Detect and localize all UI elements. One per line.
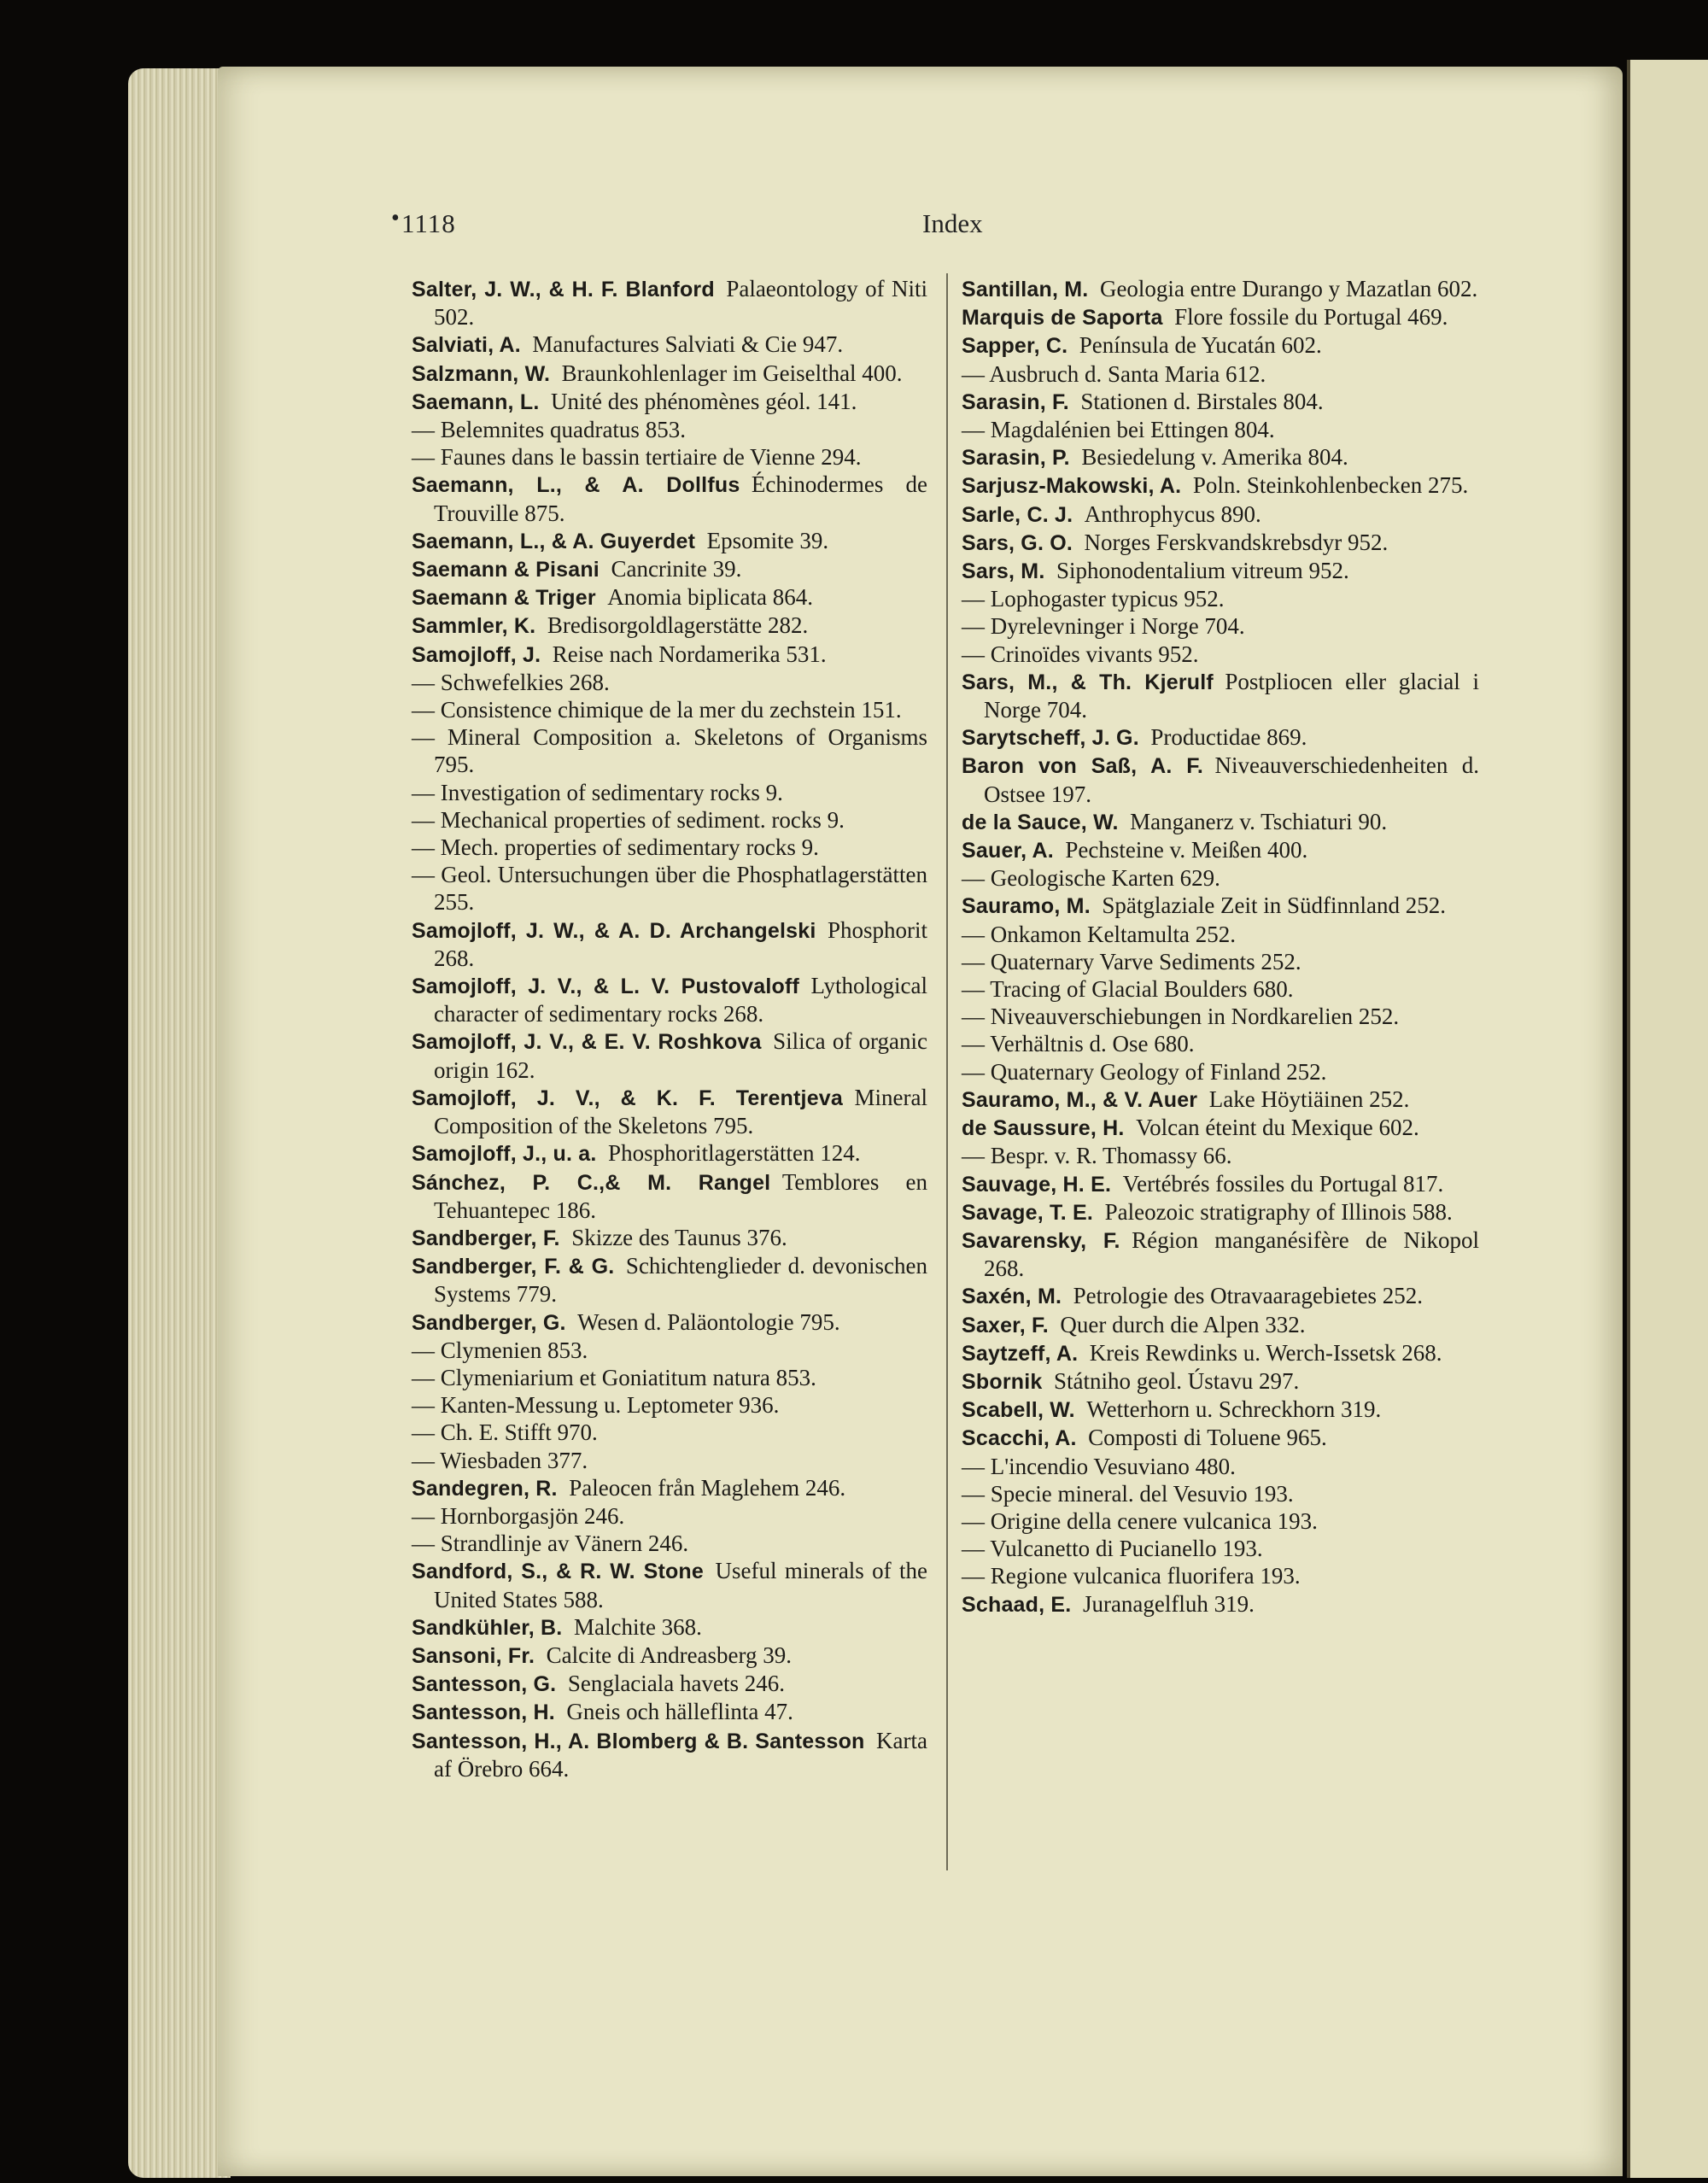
- index-entry: [412, 1084, 927, 1139]
- index-entry: [412, 471, 927, 526]
- entry-title: Senglaciala havets 246.: [567, 1671, 785, 1697]
- entry-author: Saemann & Triger: [412, 586, 596, 611]
- index-entry: [962, 808, 1479, 836]
- entry-title: Productidae 869.: [1150, 724, 1307, 751]
- entry-author: Samojloff, J., u. a.: [412, 1142, 597, 1167]
- index-entry: [962, 331, 1479, 360]
- entry-author: Salzmann, W.: [412, 361, 551, 386]
- index-entry: [412, 1642, 927, 1670]
- entry-title: Anomia biplicata 864.: [607, 584, 813, 611]
- entry-author: Saxén, M.: [962, 1285, 1062, 1309]
- index-entry: [962, 360, 1479, 388]
- index-entry: [962, 585, 1479, 612]
- entry-author: Marquis de Saporta: [962, 306, 1163, 331]
- ink-dot: •: [391, 205, 400, 231]
- entry-author: Saemann, L.: [412, 389, 540, 414]
- index-entry: [412, 1139, 927, 1168]
- index-entry: [962, 416, 1479, 443]
- index-entry: [412, 641, 927, 669]
- entry-title: Calcite di Andreasberg 39.: [546, 1642, 793, 1668]
- index-entry: [412, 443, 927, 471]
- index-entry: [412, 1474, 927, 1502]
- entry-title: — Consistence chimique de la mer du zechstein 151.: [412, 697, 902, 723]
- entry-title: Manganerz v. Tschiaturi 90.: [1130, 808, 1388, 834]
- index-entry: [962, 1170, 1479, 1198]
- index-entry: [962, 388, 1479, 416]
- entry-title: — Wiesbaden 377.: [412, 1447, 588, 1473]
- entry-author: Sandberger, F. & G.: [412, 1255, 615, 1279]
- entry-title: Wesen d. Paläontologie 795.: [577, 1308, 840, 1335]
- index-entry: [962, 500, 1479, 529]
- index-column-left: [412, 275, 927, 1782]
- entry-title: Phosphorit 268.: [434, 916, 927, 971]
- entry-author: Scacchi, A.: [962, 1426, 1077, 1451]
- entry-title: Quer durch die Alpen 332.: [1060, 1311, 1306, 1337]
- entry-title: Vertébrés fossiles du Portugal 817.: [1122, 1170, 1444, 1197]
- index-entry: [962, 892, 1479, 920]
- index-entry: [412, 1698, 927, 1726]
- index-entry: [962, 471, 1479, 500]
- index-entry: [412, 1613, 927, 1642]
- entry-author: Sarjusz-Makowski, A.: [962, 474, 1182, 499]
- index-entry: [962, 1367, 1479, 1396]
- entry-author: Samojloff, J. W., & A. D. Archangelski: [412, 918, 816, 943]
- entry-title: — L'incendio Vesuviano 480.: [962, 1453, 1236, 1479]
- entry-title: — Clymenien 853.: [412, 1337, 588, 1363]
- index-entry: [962, 1396, 1479, 1424]
- index-entry: [412, 1337, 927, 1364]
- index-entry: [412, 696, 927, 723]
- index-entry: [962, 1480, 1479, 1507]
- entry-title: — Clymeniarium et Goniatitum natura 853.: [412, 1364, 816, 1390]
- page-number: 1118: [401, 208, 456, 238]
- entry-author: Savarensky, F.: [962, 1228, 1120, 1253]
- entry-author: Sars, M.: [962, 559, 1045, 584]
- entry-author: Santesson, H.: [412, 1700, 555, 1725]
- index-entry: [412, 861, 927, 916]
- entry-title: Phosphoritlagerstätten 124.: [608, 1140, 861, 1167]
- index-entry: [962, 443, 1479, 471]
- entry-author: de Saussure, H.: [962, 1116, 1125, 1141]
- entry-title: — Mech. properties of sedimentary rocks 9.: [412, 834, 819, 861]
- entry-title: Volcan éteint du Mexique 602.: [1136, 1115, 1419, 1141]
- entry-title: — Magdalénien bei Ettingen 804.: [962, 417, 1275, 443]
- entry-title: — Hornborgasjön 246.: [412, 1502, 625, 1529]
- entry-author: Sarasin, F.: [962, 389, 1069, 414]
- index-entry: [412, 1530, 927, 1557]
- entry-title: Mineral Composition of the Skeletons 795.: [434, 1084, 927, 1139]
- index-entry: [962, 1058, 1479, 1086]
- entry-author: Saemann, L., & A. Guyerdet: [412, 529, 696, 553]
- entry-author: Sánchez, P. C.,& M. Rangel: [412, 1170, 771, 1195]
- entry-author: Salter, J. W., & H. F. Blanford: [412, 278, 715, 301]
- entry-title: — Specie mineral. del Vesuvio 193.: [962, 1480, 1294, 1507]
- index-entry: [412, 1308, 927, 1337]
- entry-author: Samojloff, J. V., & K. F. Terentjeva: [412, 1086, 844, 1110]
- entry-title: Niveauverschiedenheiten d. Ostsee 197.: [984, 752, 1479, 807]
- entry-title: Malchite 368.: [573, 1613, 702, 1640]
- index-entry: [412, 416, 927, 443]
- entry-title: — Dyrelevninger i Norge 704.: [962, 613, 1245, 640]
- entry-title: Bredisorgoldlagerstätte 282.: [547, 612, 809, 639]
- entry-title: — Geol. Untersuchungen über die Phosphatlagerstätten 255.: [412, 862, 927, 916]
- index-entry: [412, 583, 927, 612]
- entry-title: Lake Höytiäinen 252.: [1208, 1086, 1410, 1112]
- entry-author: Saytzeff, A.: [962, 1341, 1079, 1366]
- entry-title: — Geologische Karten 629.: [962, 865, 1220, 892]
- index-entry: [962, 921, 1479, 948]
- index-entry: [962, 668, 1479, 723]
- index-entry: [412, 916, 927, 972]
- index-entry: [412, 1168, 927, 1224]
- entry-author: Sauramo, M., & V. Auer: [962, 1087, 1198, 1112]
- index-entry: [962, 836, 1479, 864]
- entry-title: Palaeontology of Niti 502.: [434, 276, 927, 331]
- entry-author: Sauramo, M.: [962, 894, 1091, 919]
- column-divider: [946, 273, 948, 1870]
- index-entry: [962, 1198, 1479, 1226]
- index-entry: [962, 723, 1479, 752]
- index-entry: [412, 1727, 927, 1782]
- entry-title: — Mineral Composition a. Skeletons of Organisms 795.: [412, 724, 927, 778]
- entry-author: Santesson, H., A. Blomberg & B. Santesson: [412, 1729, 865, 1753]
- entry-author: Sandberger, G.: [412, 1310, 566, 1335]
- entry-title: Silica of organic origin 162.: [434, 1028, 927, 1083]
- index-entry: [962, 948, 1479, 975]
- entry-title: Juranagelfluh 319.: [1082, 1590, 1255, 1617]
- entry-author: Sandegren, R.: [412, 1476, 558, 1501]
- entry-title: — Lophogaster typicus 952.: [962, 586, 1225, 612]
- entry-author: Sandford, S., & R. W. Stone: [412, 1560, 705, 1584]
- entry-title: — Ausbruch d. Santa Maria 612.: [962, 360, 1266, 387]
- entry-author: Schaad, E.: [962, 1592, 1072, 1617]
- entry-author: Sansoni, Fr.: [412, 1643, 535, 1668]
- entry-title: — Kanten-Messung u. Leptometer 936.: [412, 1392, 780, 1419]
- entry-author: Sarytscheff, J. G.: [962, 726, 1139, 751]
- entry-author: Santillan, M.: [962, 278, 1089, 301]
- index-entry: [962, 1424, 1479, 1452]
- entry-title: Kreis Rewdinks u. Werch-Issetsk 268.: [1089, 1339, 1442, 1366]
- page-title: Index: [922, 208, 983, 238]
- entry-author: Santesson, G.: [412, 1672, 557, 1697]
- index-entry: [412, 388, 927, 416]
- entry-title: Poln. Steinkohlenbecken 275.: [1192, 472, 1469, 499]
- entry-author: Saemann, L., & A. Dollfus: [412, 473, 740, 498]
- index-entry: [962, 1590, 1479, 1618]
- entry-title: Schichtenglieder d. devonischen Systems 779.: [434, 1253, 927, 1308]
- entry-title: — Schwefelkies 268.: [412, 669, 610, 695]
- page-header: [391, 205, 1529, 251]
- entry-title: — Regione vulcanica fluorifera 193.: [962, 1563, 1301, 1589]
- entry-author: Samojloff, J. V., & L. V. Pustovaloff: [412, 974, 800, 999]
- entry-title: Spätglaziale Zeit in Südfinnland 252.: [1102, 893, 1447, 919]
- index-entry: [962, 529, 1479, 557]
- entry-title: Epsomite 39.: [706, 527, 829, 553]
- index-entry: [412, 806, 927, 834]
- entry-author: Sarasin, P.: [962, 446, 1070, 471]
- entry-title: — Origine della cenere vulcanica 193.: [962, 1507, 1318, 1534]
- index-entry: [962, 864, 1479, 892]
- entry-title: Besiedelung v. Amerika 804.: [1081, 444, 1348, 471]
- index-entry: [412, 1027, 927, 1083]
- index-entry: [962, 1226, 1479, 1282]
- index-entry: [962, 1339, 1479, 1367]
- index-entry: [412, 1252, 927, 1308]
- index-entry: [962, 752, 1479, 807]
- entry-title: — Vulcanetto di Pucianello 193.: [962, 1536, 1263, 1562]
- entry-title: Siphonodentalium vitreum 952.: [1056, 558, 1349, 584]
- entry-author: Saxer, F.: [962, 1313, 1049, 1337]
- index-entry: [412, 360, 927, 388]
- entry-title: Geologia entre Durango y Mazatlan 602.: [1099, 276, 1478, 301]
- entry-title: — Belemnites quadratus 853.: [412, 417, 686, 443]
- entry-author: Salviati, A.: [412, 333, 521, 358]
- entry-title: Wetterhorn u. Schreckhorn 319.: [1086, 1396, 1382, 1423]
- index-entry: [962, 1507, 1479, 1535]
- entry-author: Scabell, W.: [962, 1398, 1075, 1423]
- entry-title: Manufactures Salviati & Cie 947.: [532, 331, 844, 358]
- entry-title: Paleozoic stratigraphy of Illinois 588.: [1104, 1198, 1453, 1225]
- entry-author: Sauvage, H. E.: [962, 1172, 1112, 1197]
- index-entry: [412, 527, 927, 555]
- entry-title: — Investigation of sedimentary rocks 9.: [412, 779, 783, 805]
- index-entry: [962, 1003, 1479, 1030]
- entry-title: — Quaternary Varve Sediments 252.: [962, 948, 1301, 974]
- index-entry: [412, 1224, 927, 1252]
- entry-title: — Faunes dans le bassin tertiaire de Vienne 294.: [412, 444, 862, 471]
- index-entry: [412, 972, 927, 1027]
- entry-title: — Strandlinje av Vänern 246.: [412, 1530, 689, 1557]
- entry-title: Région manganésifère de Nikopol 268.: [984, 1226, 1479, 1282]
- entry-title: Petrologie des Otravaaragebietes 252.: [1073, 1283, 1423, 1309]
- entry-title: Stationen d. Birstales 804.: [1080, 388, 1324, 414]
- index-entry: [412, 1419, 927, 1446]
- entry-title: — Quaternary Geology of Finland 252.: [962, 1058, 1327, 1085]
- index-entry: [412, 555, 927, 583]
- index-entry: [962, 612, 1479, 640]
- index-entry: [962, 1114, 1479, 1142]
- entry-author: Sapper, C.: [962, 334, 1068, 359]
- entry-author: Sandberger, F.: [412, 1226, 560, 1250]
- index-entry: [412, 723, 927, 778]
- entry-title: Useful minerals of the United States 588.: [434, 1558, 927, 1612]
- index-entry: [962, 1282, 1479, 1310]
- entry-title: Lythological character of sedimentary rocks 268.: [434, 973, 927, 1027]
- index-entry: [962, 1535, 1479, 1562]
- entry-title: Península de Yucatán 602.: [1079, 332, 1322, 359]
- index-entry: [962, 1311, 1479, 1339]
- index-entry: [962, 641, 1479, 668]
- entry-author: Savage, T. E.: [962, 1200, 1094, 1225]
- entry-title: Cancrinite 39.: [611, 556, 742, 582]
- entry-author: Sarle, C. J.: [962, 502, 1073, 527]
- index-entry: [412, 1364, 927, 1391]
- entry-title: Pechsteine v. Meißen 400.: [1065, 837, 1308, 863]
- index-entry: [962, 975, 1479, 1003]
- entry-author: Saemann & Pisani: [412, 558, 600, 582]
- entry-author: Sars, G. O.: [962, 530, 1073, 555]
- index-entry: [412, 1391, 927, 1419]
- index-entry: [962, 1086, 1479, 1114]
- entry-title: Postpliocen eller glacial i Norge 704.: [984, 668, 1479, 723]
- entry-title: — Tracing of Glacial Boulders 680.: [962, 976, 1294, 1003]
- entry-title: Unité des phénomènes géol. 141.: [550, 388, 857, 414]
- entry-title: Skizze des Taunus 376.: [571, 1224, 787, 1250]
- entry-title: — Verhältnis d. Ose 680.: [962, 1031, 1195, 1057]
- index-entry: [412, 331, 927, 359]
- entry-author: Samojloff, J. V., & E. V. Roshkova: [412, 1030, 762, 1055]
- entry-title: Státniho geol. Ústavu 297.: [1053, 1367, 1300, 1394]
- entry-author: Sbornik: [962, 1369, 1043, 1394]
- index-entry: [412, 669, 927, 696]
- entry-title: Composti di Toluene 965.: [1088, 1425, 1327, 1451]
- index-entry: [962, 1453, 1479, 1480]
- entry-title: — Bespr. v. R. Thomassy 66.: [962, 1143, 1232, 1169]
- index-entry: [962, 303, 1479, 331]
- entry-author: Baron von Saß, A. F.: [962, 754, 1204, 779]
- entry-author: Sammler, K.: [412, 614, 536, 639]
- index-entry: [412, 1670, 927, 1698]
- entry-title: — Niveauverschiebungen in Nordkarelien 252.: [962, 1004, 1400, 1030]
- entry-title: Paleocen från Maglehem 246.: [569, 1474, 846, 1501]
- entry-title: Échinodermes de Trouville 875.: [434, 471, 927, 526]
- index-entry: [962, 1562, 1479, 1589]
- entry-title: Norges Ferskvandskrebsdyr 952.: [1084, 529, 1389, 555]
- entry-title: Temblores en Tehuantepec 186.: [434, 1168, 927, 1223]
- index-entry: [962, 1030, 1479, 1057]
- index-entry: [962, 275, 1479, 303]
- entry-author: Sars, M., & Th. Kjerulf: [962, 670, 1214, 694]
- entry-title: Gneis och hälleflinta 47.: [566, 1699, 793, 1725]
- entry-title: — Mechanical properties of sediment. rocks 9.: [412, 806, 845, 833]
- entry-title: — Onkamon Keltamulta 252.: [962, 921, 1236, 947]
- entry-title: — Ch. E. Stifft 970.: [412, 1419, 598, 1446]
- facing-page-edge: [1627, 60, 1708, 2178]
- index-entry: [412, 1447, 927, 1474]
- entry-title: Braunkohlenlager im Geiselthal 400.: [561, 360, 903, 386]
- entry-author: de la Sauce, W.: [962, 810, 1119, 834]
- index-entry: [412, 275, 927, 331]
- entry-title: Reise nach Nordamerika 531.: [552, 641, 827, 667]
- index-entry: [412, 1557, 927, 1612]
- entry-title: — Crinoïdes vivants 952.: [962, 641, 1199, 667]
- index-column-right: [962, 275, 1479, 1618]
- index-entry: [962, 557, 1479, 585]
- entry-author: Sandkühler, B.: [412, 1615, 563, 1640]
- book-page-edges: [128, 68, 231, 2178]
- index-entry: [412, 1502, 927, 1530]
- index-entry: [412, 834, 927, 861]
- index-entry: [412, 612, 927, 640]
- entry-title: Anthrophycus 890.: [1084, 500, 1261, 527]
- entry-title: Flore fossile du Portugal 469.: [1174, 304, 1448, 331]
- index-entry: [962, 1142, 1479, 1169]
- entry-author: Sauer, A.: [962, 839, 1054, 863]
- entry-title: Karta af Örebro 664.: [434, 1727, 927, 1782]
- entry-author: Samojloff, J.: [412, 642, 541, 667]
- index-entry: [412, 779, 927, 806]
